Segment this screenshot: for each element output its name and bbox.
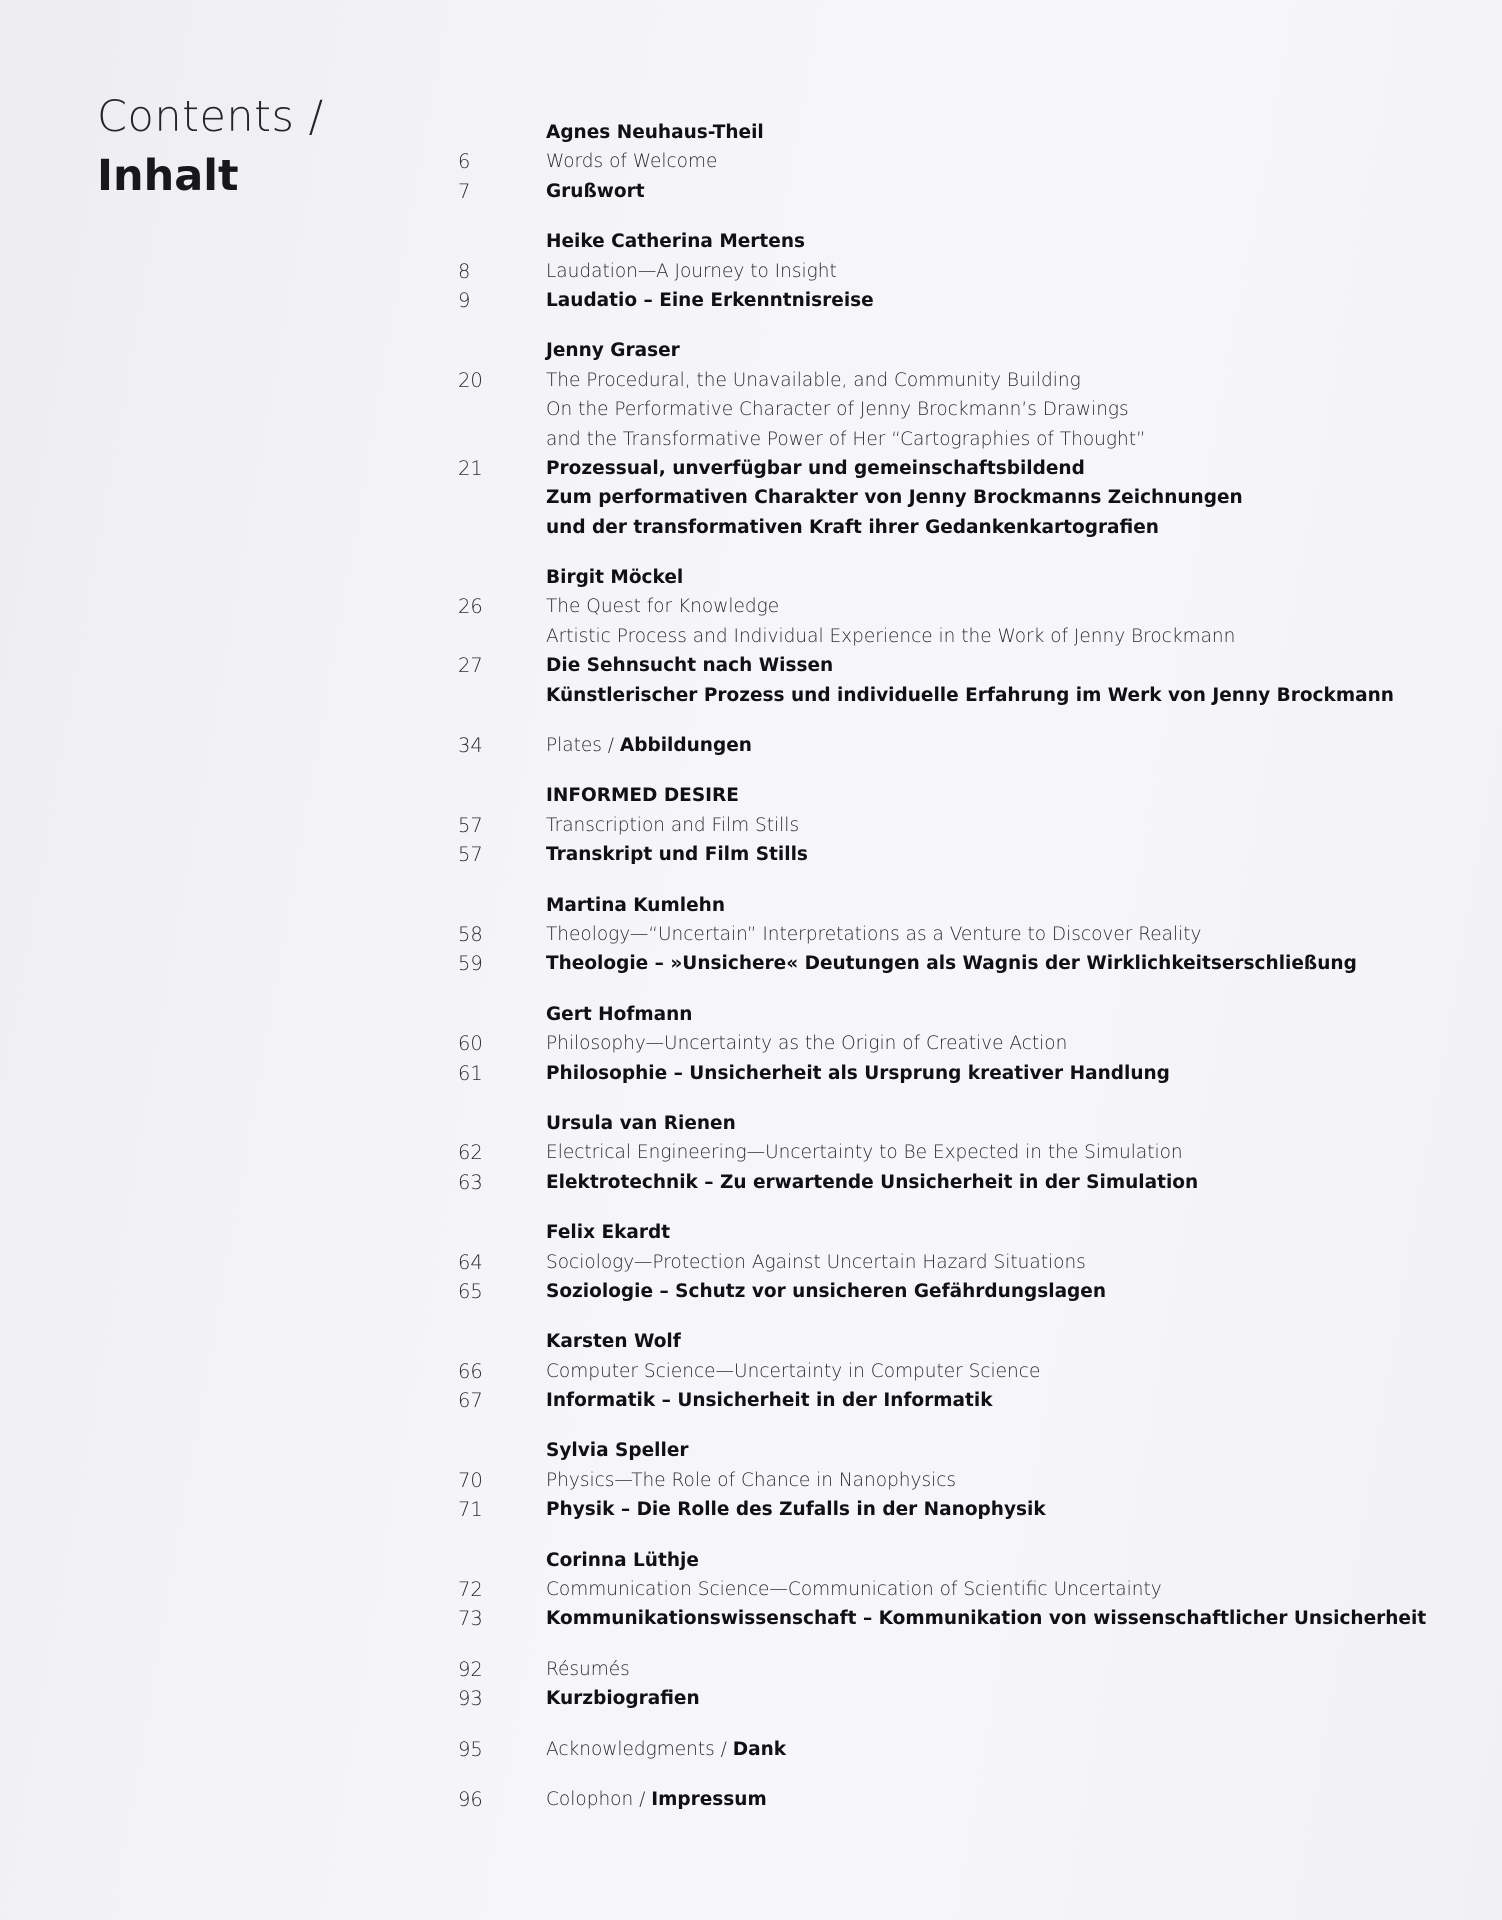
author-name: Heike Catherina Mertens: [546, 231, 805, 253]
page-number: 34: [458, 734, 483, 758]
page-number: 95: [458, 1737, 483, 1761]
toc-title: Artistic Process and Individual Experience in the Work of Jenny Brockmann: [546, 625, 1236, 647]
toc-title: Kommunikationswissenschaft – Kommunikation von wissenschaftlicher Unsicherheit: [546, 1608, 1427, 1630]
toc-title: Words of Welcome: [546, 151, 718, 173]
toc-entry: [458, 1218, 1458, 1306]
toc-title: On the Performative Character of Jenny Brockmann’s Drawings: [546, 399, 1129, 421]
author-name: Felix Ekardt: [546, 1222, 671, 1244]
toc-title: Physik – Die Rolle des Zufalls in der Nanophysik: [546, 1499, 1046, 1521]
toc-title: Philosophie – Unsicherheit als Ursprung kreativer Handlung: [546, 1062, 1170, 1084]
toc-entry: [458, 1109, 1458, 1197]
page-number: 96: [458, 1787, 483, 1811]
page-number: 65: [458, 1279, 483, 1303]
entry-spacer: [458, 710, 1458, 731]
title-german: Abbildungen: [619, 735, 752, 757]
title-german: Dank: [732, 1738, 787, 1760]
toc-title: Künstlerischer Prozess und individuelle Erfahrung im Werk von Jenny Brockmann: [546, 684, 1394, 706]
toc-title: und der transformativen Kraft ihrer Gedankenkartografien: [546, 516, 1159, 538]
page-number: 9: [458, 288, 471, 312]
toc-line[interactable]: [458, 840, 1458, 869]
toc-line[interactable]: [458, 177, 1458, 206]
page-number: 59: [458, 952, 483, 976]
entry-spacer: [458, 1306, 1458, 1327]
toc-line[interactable]: [458, 1604, 1458, 1633]
author-name: Sylvia Speller: [546, 1440, 689, 1462]
toc-line[interactable]: [458, 1248, 1458, 1277]
entry-spacer: [458, 1197, 1458, 1218]
toc-line[interactable]: [458, 147, 1458, 176]
toc-author-line: [458, 891, 1458, 920]
toc-line[interactable]: [458, 395, 1458, 424]
toc-title: Computer Science—Uncertainty in Computer Science: [546, 1360, 1041, 1382]
title-english: Plates /: [546, 735, 620, 757]
page-number: 20: [458, 368, 483, 392]
page-number: 63: [458, 1170, 483, 1194]
page-number: 64: [458, 1250, 483, 1274]
entry-spacer: [458, 1525, 1458, 1546]
toc-entry: [458, 1655, 1458, 1714]
toc-title: Elektrotechnik – Zu erwartende Unsicherheit in der Simulation: [546, 1171, 1199, 1193]
toc-line[interactable]: [458, 592, 1458, 621]
toc-line[interactable]: [458, 1386, 1458, 1415]
author-name: Corinna Lüthje: [546, 1549, 699, 1571]
toc-title: [546, 1735, 786, 1764]
toc-author-line: [458, 563, 1458, 592]
page-number: 62: [458, 1141, 483, 1165]
page-number: 92: [458, 1657, 483, 1681]
toc-title: The Quest for Knowledge: [546, 596, 780, 618]
toc-title: Informatik – Unsicherheit in der Informatik: [546, 1390, 993, 1412]
author-name: Gert Hofmann: [546, 1003, 693, 1025]
author-name: INFORMED DESIRE: [546, 785, 739, 807]
toc-entry: [458, 1436, 1458, 1524]
entry-spacer: [458, 542, 1458, 563]
entry-spacer: [458, 1088, 1458, 1109]
author-name: Ursula van Rienen: [546, 1112, 736, 1134]
toc-line[interactable]: [458, 731, 1458, 760]
toc-author-line: [458, 227, 1458, 256]
toc-line[interactable]: [458, 651, 1458, 680]
toc-line[interactable]: [458, 1277, 1458, 1306]
entry-spacer: [458, 315, 1458, 336]
toc-author-line: [458, 1109, 1458, 1138]
toc-line[interactable]: [458, 1495, 1458, 1524]
toc-line[interactable]: [458, 949, 1458, 978]
toc-entry: [458, 1327, 1458, 1415]
page-number: 70: [458, 1468, 483, 1492]
toc-entry: [458, 1546, 1458, 1634]
toc-entry: [458, 1735, 1458, 1764]
toc-title: Laudation—A Journey to Insight: [546, 260, 837, 282]
page-number: 26: [458, 595, 483, 619]
toc-title: Transcription and Film Stills: [546, 814, 800, 836]
title-german: Inhalt: [97, 151, 239, 201]
toc-line[interactable]: [458, 366, 1458, 395]
toc-title: Zum performativen Charakter von Jenny Brockmanns Zeichnungen: [546, 487, 1243, 509]
toc-line[interactable]: [458, 1029, 1458, 1058]
toc-title: Soziologie – Schutz vor unsicheren Gefährdungslagen: [546, 1280, 1107, 1302]
toc-line[interactable]: [458, 483, 1458, 512]
author-name: Jenny Graser: [546, 340, 680, 362]
toc-title: [546, 1785, 767, 1814]
toc-entry: [458, 118, 1458, 206]
toc-entry: [458, 891, 1458, 979]
toc-line[interactable]: [458, 1684, 1458, 1713]
entry-spacer: [458, 760, 1458, 781]
toc-author-line: [458, 1327, 1458, 1356]
toc-title: and the Transformative Power of Her “Cartographies of Thought”: [546, 428, 1146, 450]
toc-line[interactable]: [458, 1466, 1458, 1495]
title-english: Contents /: [97, 92, 324, 142]
toc-line[interactable]: [458, 1059, 1458, 1088]
toc-title: Prozessual, unverfügbar und gemeinschaftsbildend: [546, 457, 1085, 479]
page-number: 27: [458, 654, 483, 678]
toc-title: Physics—The Role of Chance in Nanophysics: [546, 1469, 957, 1491]
toc-title: Kurzbiografien: [546, 1688, 700, 1710]
entry-spacer: [458, 1764, 1458, 1785]
title-german: Impressum: [651, 1788, 767, 1810]
page-number: 7: [458, 179, 471, 203]
toc-title: Communication Science—Communication of Scientific Uncertainty: [546, 1579, 1162, 1601]
toc-entry: [458, 336, 1458, 542]
author-name: Karsten Wolf: [546, 1331, 681, 1353]
toc-line[interactable]: [458, 1138, 1458, 1167]
toc-entry: [458, 227, 1458, 315]
toc-title: Grußwort: [546, 180, 645, 202]
toc-author-line: [458, 118, 1458, 147]
toc-title: Résumés: [546, 1658, 630, 1680]
page-number: 93: [458, 1687, 483, 1711]
toc-entry: [458, 731, 1458, 760]
toc-author-line: [458, 1218, 1458, 1247]
toc-line[interactable]: [458, 1655, 1458, 1684]
toc-title: Transkript und Film Stills: [546, 844, 808, 866]
author-name: Martina Kumlehn: [546, 894, 725, 916]
toc-author-line: [458, 1000, 1458, 1029]
toc-title: Theologie – »Unsichere« Deutungen als Wagnis der Wirklichkeitserschließung: [546, 953, 1357, 975]
page-number: 8: [458, 259, 471, 283]
entry-spacer: [458, 979, 1458, 1000]
toc-title: Laudatio – Eine Erkenntnisreise: [546, 289, 874, 311]
entry-spacer: [458, 1634, 1458, 1655]
author-name: Agnes Neuhaus-Theil: [546, 122, 764, 143]
toc-author-line: [458, 1546, 1458, 1575]
toc-line[interactable]: [458, 811, 1458, 840]
title-english: Acknowledgments /: [546, 1738, 733, 1760]
table-of-contents: [458, 118, 1458, 1814]
toc-title: Electrical Engineering—Uncertainty to Be Expected in the Simulation: [546, 1142, 1183, 1164]
author-name: Birgit Möckel: [546, 567, 684, 589]
toc-title: Theology—“Uncertain” Interpretations as a Venture to Discover Reality: [546, 923, 1202, 945]
toc-title: [546, 731, 752, 760]
title-english: Colophon /: [546, 1788, 652, 1810]
toc-entry: [458, 563, 1458, 710]
page-number: 21: [458, 456, 483, 480]
page-number: 72: [458, 1578, 483, 1602]
toc-line[interactable]: [458, 454, 1458, 483]
toc-title: Philosophy—Uncertainty as the Origin of Creative Action: [546, 1033, 1068, 1055]
toc-line[interactable]: [458, 1785, 1458, 1814]
toc-line[interactable]: [458, 1575, 1458, 1604]
toc-entry: [458, 781, 1458, 869]
toc-line[interactable]: [458, 425, 1458, 454]
toc-line[interactable]: [458, 681, 1458, 710]
entry-spacer: [458, 870, 1458, 891]
page-number: 61: [458, 1061, 483, 1085]
toc-entry: [458, 1000, 1458, 1088]
toc-line[interactable]: [458, 1168, 1458, 1197]
entry-spacer: [458, 1415, 1458, 1436]
page-number: 67: [458, 1389, 483, 1413]
page-number: 57: [458, 843, 483, 867]
toc-title: Die Sehnsucht nach Wissen: [546, 655, 834, 677]
toc-title: Sociology—Protection Against Uncertain Hazard Situations: [546, 1251, 1086, 1273]
page-number: 73: [458, 1607, 483, 1631]
toc-entry: [458, 1785, 1458, 1814]
entry-spacer: [458, 1714, 1458, 1735]
toc-line[interactable]: [458, 1735, 1458, 1764]
page-title: [97, 92, 324, 201]
toc-author-line: [458, 336, 1458, 365]
page-number: 71: [458, 1498, 483, 1522]
page-number: 57: [458, 813, 483, 837]
page-number: 60: [458, 1032, 483, 1056]
toc-title: The Procedural, the Unavailable, and Community Building: [546, 369, 1081, 391]
page-number: 66: [458, 1359, 483, 1383]
page-number: 6: [458, 150, 471, 174]
toc-line[interactable]: [458, 286, 1458, 315]
toc-line[interactable]: [458, 513, 1458, 542]
toc-line[interactable]: [458, 920, 1458, 949]
page-number: 58: [458, 922, 483, 946]
toc-author-line: [458, 781, 1458, 810]
toc-author-line: [458, 1436, 1458, 1465]
entry-spacer: [458, 206, 1458, 227]
toc-line[interactable]: [458, 622, 1458, 651]
toc-line[interactable]: [458, 257, 1458, 286]
toc-line[interactable]: [458, 1357, 1458, 1386]
